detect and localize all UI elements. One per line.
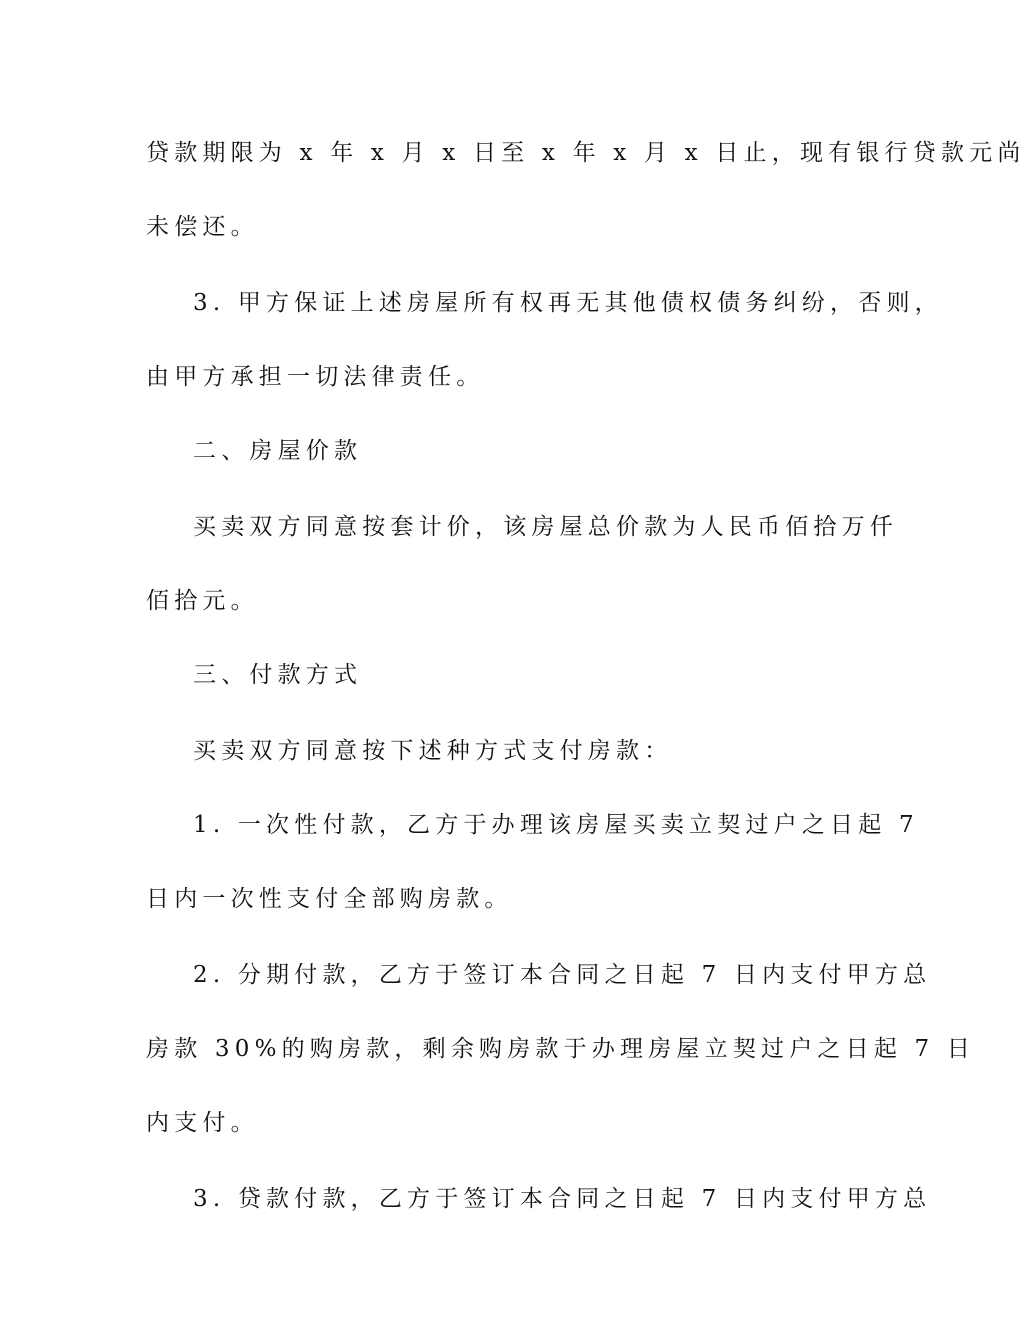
text-line: 由甲方承担一切法律责任。 [146, 364, 485, 390]
section-heading: 三、付款方式 [193, 662, 363, 688]
text-line: 买卖双方同意按下述种方式支付房款： [193, 738, 673, 764]
text-line: 3. 甲方保证上述房屋所有权再无其他债权债务纠纷，否则， [193, 290, 943, 316]
text-line: 3. 贷款付款，乙方于签订本合同之日起 7 日内支付甲方总 [193, 1186, 932, 1212]
text-line: 买卖双方同意按套计价，该房屋总价款为人民币佰拾万仟 [193, 514, 898, 540]
text-line: 未偿还。 [146, 214, 259, 240]
text-line: 佰拾元。 [146, 588, 259, 614]
text-line: 1. 一次性付款，乙方于办理该房屋买卖立契过户之日起 7 [193, 812, 919, 838]
text-line: 2. 分期付款，乙方于签订本合同之日起 7 日内支付甲方总 [193, 962, 932, 988]
text-line: 内支付。 [146, 1110, 259, 1136]
section-heading: 二、房屋价款 [193, 438, 363, 464]
text-line: 房款 30%的购房款，剩余购房款于办理房屋立契过户之日起 7 日 [146, 1036, 976, 1062]
text-line: 日内一次性支付全部购房款。 [146, 886, 513, 912]
text-line: 贷款期限为 x 年 x 月 x 日至 x 年 x 月 x 日止，现有银行贷款元尚 [146, 140, 1026, 166]
